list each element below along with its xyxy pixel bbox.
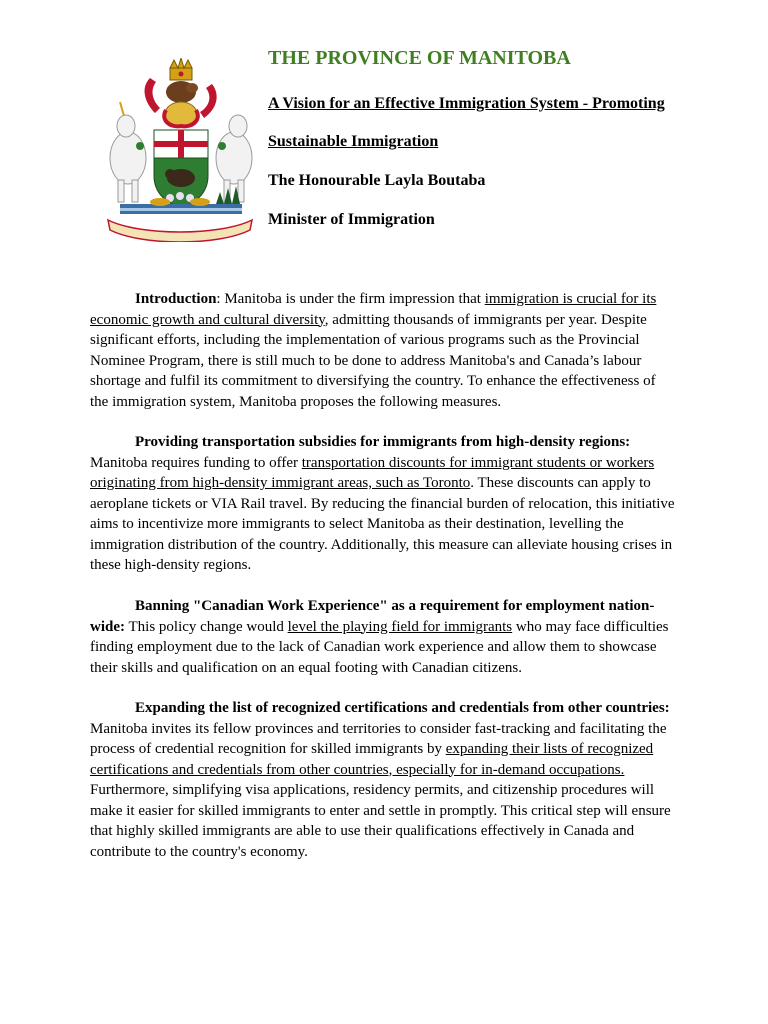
minister-role: Minister of Immigration <box>268 211 435 228</box>
section-introduction: Introduction: Manitoba is under the firm impression that immigration is crucial for its economic growth and cultural diversity, admitting thousands of immigrants per year. Despite significant efforts, including the implementation of various programs such as the Provincial Nominee Program, there is still much to be done to address Manitoba's and Canada’s labour shortage and fulfil its commitment to diversifying the country. To enhance the effectiveness of the immigration system, Manitoba proposes the following measures. <box>90 291 657 410</box>
section-transportation-subsidies <box>90 432 676 576</box>
minister-name: The Honourable Layla Boutaba <box>268 172 486 189</box>
section-heading: Expanding the list of recognized certifications and credentials from other countries: <box>135 700 670 716</box>
section-text: who may face difficulties finding employment due to the lack of Canadian work experience and allow them to showcase their skills and qualification on an equal footing with Canadian citizens. <box>90 618 669 676</box>
section-canadian-work-experience <box>90 596 676 678</box>
section-text: Manitoba is under the firm impression that <box>224 291 485 307</box>
section-heading: Providing transportation subsidies for immigrants from high-density regions: <box>135 434 631 450</box>
section-credential-recognition <box>90 698 676 862</box>
section-text: This policy change would <box>128 618 288 635</box>
horse-icon <box>216 115 252 202</box>
manitoba-coat-of-arms-icon <box>100 58 260 242</box>
page-title: THE PROVINCE OF MANITOBA <box>268 47 571 69</box>
underlined-key-phrase: expanding their lists of recognized certifications and credentials from other countries, especially for in-demand occupations. <box>90 741 654 778</box>
unicorn-icon <box>110 102 146 202</box>
section-text: Furthermore, simplifying visa applications, residency permits, and citizenship procedures will make it easier for skilled immigrants to enter and settle in promptly. This critical step will ensure that highly skilled immigrants are able to use their qualifications effectively in Canada and contribute to the country's economy. <box>90 782 671 860</box>
section-text: Manitoba invites its fellow provinces and territories to consider fast-tracking and facilitating the process of credential recognition for skilled immigrants by <box>90 720 667 757</box>
section-text: . These discounts can apply to aeroplane tickets or VIA Rail travel. By reducing the financial burden of relocation, this initiative aims to incentivize more immigrants to select Manitoba as their destination, levelling the immigration distribution of the country. Additionally, this measure can alleviate housing crises in these high-density regions. <box>90 475 675 573</box>
crown-icon <box>170 58 192 80</box>
section-text: , admitting thousands of immigrants per year. Despite significant efforts, including the implementation of various programs such as the Provincial Nominee Program, there is still much to be done to address Manitoba's and Canada’s labour shortage and fulfil its commitment to diversifying the country. To enhance the effectiveness of the immigration system, Manitoba proposes the following measures. <box>90 311 656 410</box>
underlined-key-phrase: level the playing field for immigrants <box>287 618 513 635</box>
document-subtitle-line-1: A Vision for an Effective Immigration System - Promoting <box>268 95 665 112</box>
underlined-key-phrase: transportation discounts for immigrant students or workers originating from high-density immigrant areas, such as Toronto <box>90 454 655 491</box>
document-subtitle-line-2: Sustainable Immigration <box>268 133 439 150</box>
underlined-key-phrase: immigration is crucial for its economic growth and cultural diversity <box>90 291 657 328</box>
section-heading: Introduction <box>135 291 217 307</box>
section-heading: Banning "Canadian Work Experience" as a requirement for employment nation-wide: <box>90 598 655 635</box>
section-text: Manitoba requires funding to offer <box>90 454 302 471</box>
